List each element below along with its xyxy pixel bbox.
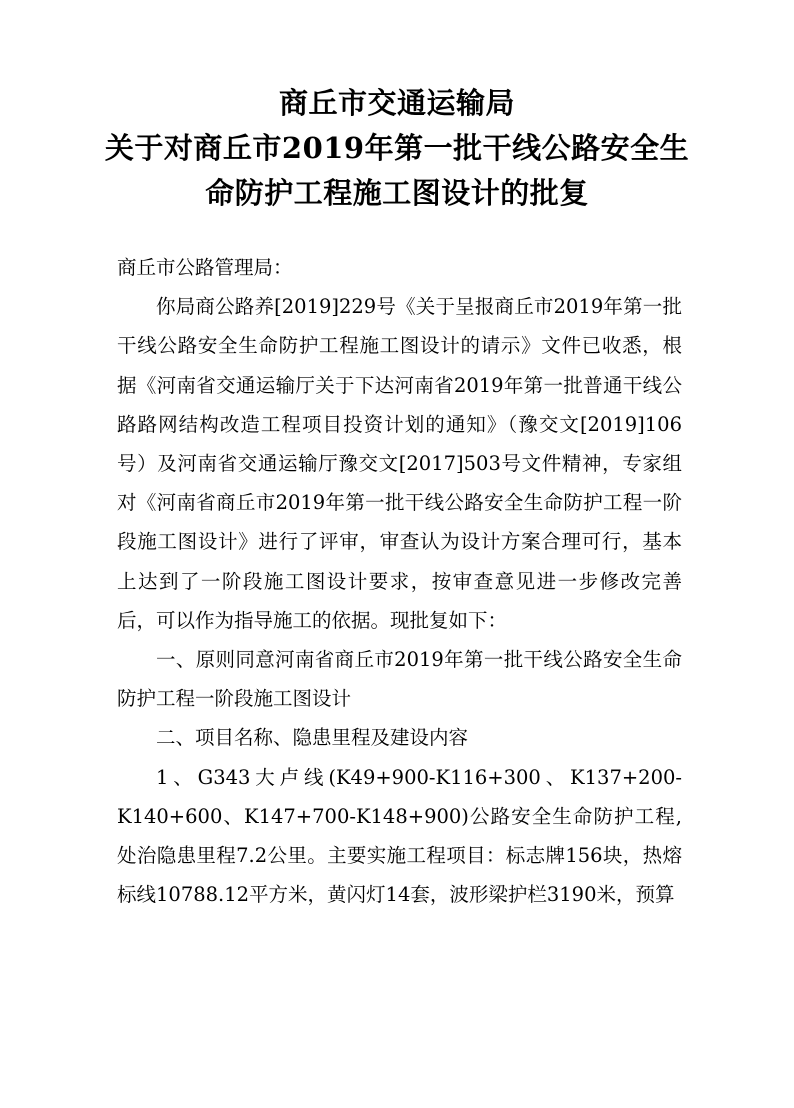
document-title-line-1: 商丘市交通运输局 — [278, 86, 515, 120]
paragraph-section-heading-2: 二、项目名称、隐患里程及建设内容 — [156, 726, 469, 750]
document-body — [117, 248, 682, 914]
paragraph-approval-item-1: 一、原则同意河南省商丘市2019年第一批干线公路安全生命防护工程一阶段施工图设计 — [117, 648, 682, 711]
document-title-line-2: 关于对商丘市2019年第一批干线公路安全生 — [104, 131, 690, 165]
paragraph-intro: 你局商公路养[2019]229号《关于呈报商丘市2019年第一批干线公路安全生命防护工程施工图设计的请示》文件已收悉，根据《河南省交通运输厅关于下达河南省2019年第一批普通干线公路路网结构改造工程项目投资计划的通知》（豫交文[2019]106号）及河南省交通运输厅豫交文[2017]503号文件精神，专家组对《河南省商丘市2019年第一批干线公路安全生命防护工程一阶段施工图设计》进行了评审，审查认为设计方案合理可行，基本上达到了一阶段施工图设计要求，按审查意见进一步修改完善后，可以作为指导施工的依据。现批复如下： — [117, 295, 682, 632]
paragraph-project-1: 1、G343大卢线(K49+900-K116+300、K137+200-K140+600、K147+700-K148+900)公路安全生命防护工程,处治隐患里程7.2公里。主要实施工程项目：标志牌156块，热熔标线10788.12平方米，黄闪灯14套，波形梁护栏3190米，预算 — [117, 765, 682, 907]
salutation: 商丘市公路管理局： — [117, 256, 293, 279]
document-title-line-3: 命防护工程施工图设计的批复 — [205, 176, 589, 210]
